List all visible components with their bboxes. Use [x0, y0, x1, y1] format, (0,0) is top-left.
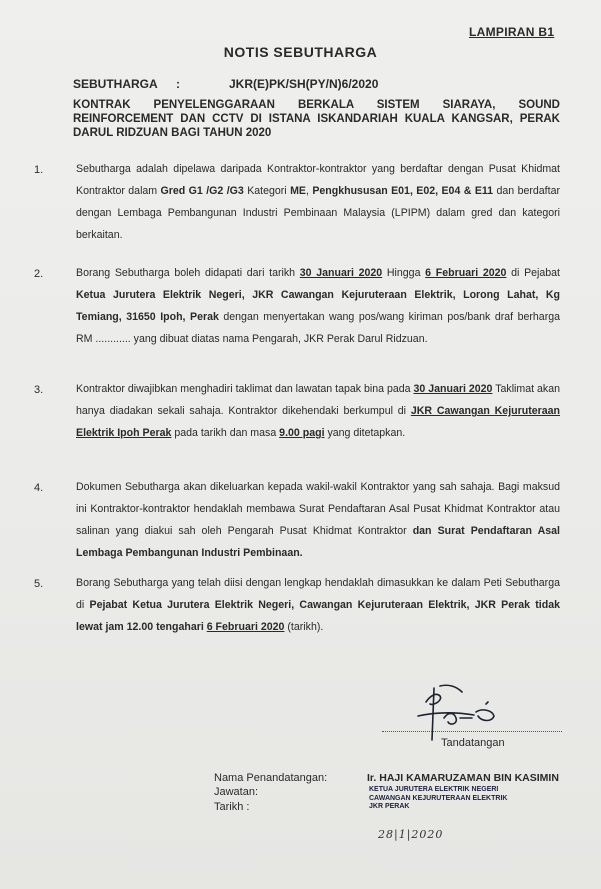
official-stamp [369, 786, 507, 812]
contract-heading: KONTRAK PENYELENGGARAAN BERKALA SISTEM SIARAYA, SOUND REINFORCEMENT DAN CCTV DI ISTANA ISKANDARIAH KUALA KANGSAR, PERAK DARUL RIDZUAN BAGI TAHUN 2020 [73, 99, 560, 139]
paragraph-text [76, 572, 560, 638]
paragraph-segment: JKR Cawangan Kejuruteraan Elektrik Ipoh Perak [76, 405, 560, 439]
date-label: Tarikh : [214, 801, 250, 813]
reference-label: SEBUTHARGA [73, 77, 158, 91]
paragraph-segment: dan Surat Pendaftaran Asal Lembaga Pembangunan Industri Pembinaan. [76, 525, 561, 559]
handwritten-signature [396, 682, 516, 742]
paragraph-segment: Borang Sebutharga boleh didapati dari tarikh [76, 267, 300, 279]
paragraph-number: 2. [34, 268, 44, 280]
paragraph-segment: (tarikh). [284, 621, 324, 633]
paragraph-segment: dan berdaftar dengan Lembaga Pembangunan Industri Pembinaan Malaysia (LPIPM) dalam gred dan kategori berkaitan. [76, 185, 560, 241]
paragraph-segment: , [305, 185, 313, 197]
handwritten-date: 28|1|2020 [378, 828, 444, 841]
position-label: Jawatan: [214, 786, 259, 798]
paragraph-text [76, 476, 560, 564]
paragraph-segment: di Pejabat [506, 267, 560, 279]
stamp-line: CAWANGAN KEJURUTERAAN ELEKTRIK [369, 794, 508, 802]
paragraph-segment: Pengkhususan E01, E02, E04 & E11 [312, 185, 494, 197]
paragraph-segment: yang ditetapkan. [324, 427, 406, 439]
paragraph-number: 5. [34, 578, 44, 590]
paragraph-segment: Pejabat Ketua Jurutera Elektrik Negeri, Cawangan Kejuruteraan Elektrik, JKR Perak tidak lewat jam 12.00 tengahari [76, 599, 560, 633]
paragraph-text [76, 378, 560, 444]
paragraph-segment: Taklimat akan hanya diadakan sekali sahaja. Kontraktor dikehendaki berkumpul di [76, 383, 560, 417]
stamp-line: KETUA JURUTERA ELEKTRIK NEGERI [369, 786, 499, 793]
paragraph-text [76, 158, 560, 246]
paragraph-segment: Dokumen Sebutharga akan dikeluarkan kepada wakil-wakil Kontraktor yang sah sahaja. Bagi maksud ini Kontraktor-kontraktor hendaklah membawa Surat Pendaftaran Asal Pusat Khidmat Kontraktor atau salinan yang diakui sah oleh Pengarah Pusat Khidmat Kontraktor [76, 481, 560, 537]
signature-line [382, 731, 562, 732]
paragraph-segment: 6 Februari 2020 [206, 621, 285, 633]
signature-label: Tandatangan [441, 737, 505, 749]
paragraph-number: 3. [34, 384, 44, 396]
paragraph-segment: pada tarikh dan masa [171, 427, 280, 439]
document-title: NOTIS SEBUTHARGA [223, 44, 378, 60]
paragraph-segment: 30 Januari 2020 [299, 267, 383, 279]
reference-colon: : [176, 77, 180, 91]
paragraph-segment: Borang Sebutharga yang telah diisi dengan lengkap hendaklah dimasukkan ke dalam Peti Sebutharga di [76, 577, 560, 611]
signer-name: Ir. HAJI KAMARUZAMAN BIN KASIMIN [367, 772, 559, 784]
paragraph-text [76, 262, 560, 350]
appendix-label: LAMPIRAN B1 [469, 25, 555, 39]
paragraph-segment: ME [290, 185, 306, 197]
paragraph-number: 1. [34, 164, 44, 176]
paragraph-segment: Gred G1 /G2 /G3 [160, 185, 244, 197]
paragraph-segment: 6 Februari 2020 [425, 267, 507, 279]
paragraph-segment: Hingga [382, 267, 426, 279]
paragraph-segment: 9.00 pagi [279, 427, 325, 439]
paragraph-segment: Kontraktor diwajibkan menghadiri taklimat dan lawatan tapak bina pada [76, 383, 414, 395]
paragraph-segment: Ketua Jurutera Elektrik Negeri, JKR Cawangan Kejuruteraan Elektrik, Lorong Lahat, Kg Temiang, 31650 Ipoh, Perak [76, 289, 560, 323]
paragraph-segment: Sebutharga adalah dipelawa daripada Kontraktor-kontraktor yang berdaftar dengan Pusat Khidmat Kontraktor dalam [76, 163, 560, 197]
signer-name-label: Nama Penandatangan: [214, 772, 328, 784]
paragraph-segment: 30 Januari 2020 [413, 383, 493, 395]
paragraph-number: 4. [34, 482, 44, 494]
stamp-line: JKR PERAK [369, 803, 410, 811]
paragraph-segment: dengan menyertakan wang pos/wang kiriman pos/bank draf berharga RM ............ yang dibuat diatas nama Pengarah, JKR Perak Darul Ridzuan. [76, 311, 561, 345]
paragraph-segment: Kategori [243, 185, 291, 197]
reference-number: JKR(E)PK/SH(PY/N)6/2020 [229, 77, 379, 91]
